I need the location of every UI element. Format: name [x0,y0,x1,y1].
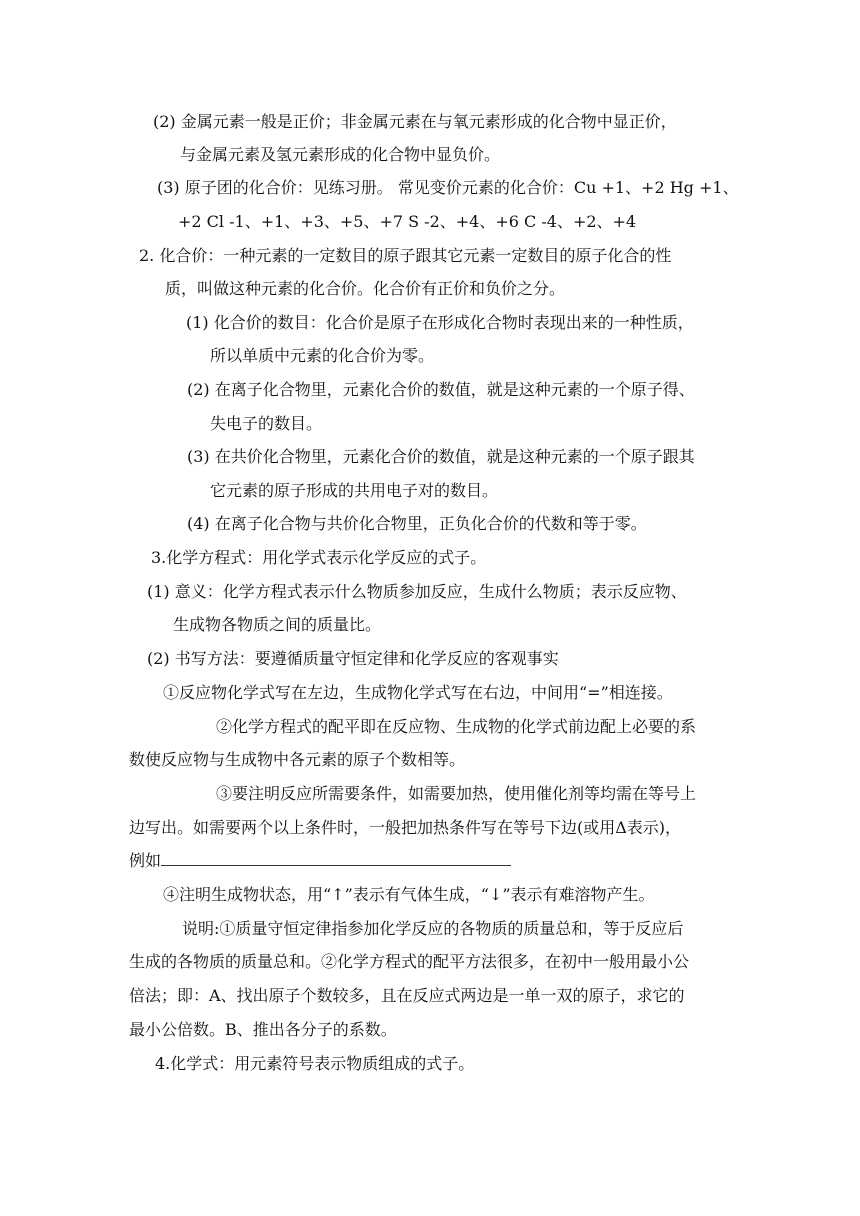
text-line: 它元素的原子形成的共用电子对的数目。 [210,481,499,500]
text-line: 数使反应物与生成物中各元素的原子个数相等。 [129,750,466,769]
text-line: (3) 在共价化合物里，元素化合价的数值，就是这种元素的一个原子跟其 [187,447,695,466]
text-line: 与金属元素及氢元素形成的化合物中显负价。 [180,145,501,164]
text-line: +2 Cl -1、+1、+3、+5、+7 S -2、+4、+6 C -4、+2、+4 [178,212,637,231]
example-label: 例如 [129,851,162,870]
text-line [129,849,511,873]
text-line: 失电子的数目。 [210,414,323,433]
text-line: 最小公倍数。B、推出各分子的系数。 [129,1020,397,1039]
fill-in-blank [161,849,511,866]
text-line: (2) 书写方法：要遵循质量守恒定律和化学反应的客观事实 [147,649,559,668]
text-line: 说明:①质量守恒定律指参加化学反应的各物质的质量总和，等于反应后 [182,919,684,938]
text-line: 2. 化合价：一种元素的一定数目的原子跟其它元素一定数目的原子化合的性 [139,246,672,265]
text-line: ②化学方程式的配平即在反应物、生成物的化学式前边配上必要的系 [216,717,697,736]
text-line: 生成的各物质的质量总和。②化学方程式的配平方法很多，在初中一般用最小公 [129,952,690,971]
text-line: 生成物各物质之间的质量比。 [173,615,382,634]
text-line: ①反应物化学式写在左边，生成物化学式写在右边，中间用“=”相连接。 [163,683,673,702]
text-line: (4) 在离子化合物与共价化合物里，正负化合价的代数和等于零。 [187,514,647,533]
text-line: (3) 原子团的化合价：见练习册。 常见变价元素的化合价：Cu +1、+2 Hg +1、 [157,178,739,197]
text-line: ④注明生成物状态，用“↑”表示有气体生成，“↓”表示有难溶物产生。 [163,885,655,904]
text-line: 质，叫做这种元素的化合价。化合价有正价和负价之分。 [165,279,566,298]
text-line: ③要注明反应所需要条件，如需要加热，使用催化剂等均需在等号上 [216,784,697,803]
text-line: (2) 金属元素一般是正价；非金属元素在与氧元素形成的化合物中显正价， [153,112,677,131]
text-line: (1) 化合价的数目：化合价是原子在形成化合物时表现出来的一种性质， [186,313,694,332]
text-line: 所以单质中元素的化合价为零。 [210,346,435,365]
text-line: (1) 意义：化学方程式表示什么物质参加反应，生成什么物质；表示反应物、 [147,582,687,601]
text-line: 边写出。如需要两个以上条件时，一般把加热条件写在等号下边(或用Δ表示)， [129,818,682,837]
section-heading: 3.化学方程式：用化学式表示化学反应的式子。 [151,548,487,567]
section-heading: 4.化学式：用元素符号表示物质组成的式子。 [155,1054,475,1073]
text-line: 倍法；即：A、找出原子个数较多，且在反应式两边是一单一双的原子，求它的 [129,986,685,1005]
text-line: (2) 在离子化合物里，元素化合价的数值，就是这种元素的一个原子得、 [187,380,695,399]
